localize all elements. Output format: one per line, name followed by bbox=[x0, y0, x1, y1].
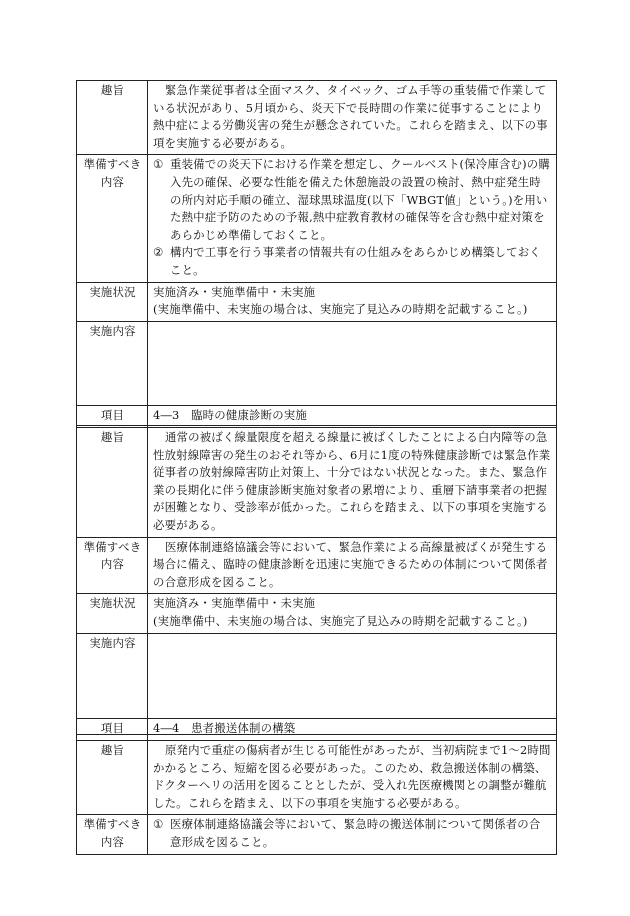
junbi-list-item: ② 構内で工事を行う事業者の情報共有の仕組みをあらかじめ構築しておくこと。 bbox=[153, 245, 541, 277]
naiyo-label: 実施内容 bbox=[77, 633, 148, 734]
junbi-content bbox=[148, 537, 557, 594]
junbi-content bbox=[148, 155, 557, 282]
junbi-list-item: ① 重装備での炎天下における作業を想定し、クールベスト(保冷庫含む)の購入先の確保、必要な性能を備えた休憩施設の設置の検討、熱中症発生時の所内対応手順の確立、湿球黒球温度(以下「WBGT値」という。)を用いた熱中症予防のための予報,熱中症教育教材の確保等を含む熱中症対策をあらかじめ準備しておくこと。 bbox=[153, 157, 550, 242]
section-health-exam-table bbox=[76, 405, 557, 735]
jokyo-label: 実施状況 bbox=[77, 282, 148, 321]
item-title: 4―3 臨時の健康診断の実施 bbox=[148, 406, 557, 428]
shushi-label: 趣旨 bbox=[77, 741, 148, 815]
shushi-text: 原発内で重症の傷病者が生じる可能性があったが、当初病院まで1～2時間かかるところ、短縮を図る必要があった。このため、救急搬送体制の構築、ドクターヘリの活用を図ることとしたが、受入れ先医療機関との調整が難航した。これらを踏まえ、以下の事項を実施する必要がある。 bbox=[153, 743, 551, 810]
junbi-label: 準備すべき 内容 bbox=[77, 155, 148, 282]
section-heatstroke-table bbox=[76, 80, 557, 426]
jokyo-note: (実施準備中、未実施の場合は、実施完了見込みの時期を記載すること。) bbox=[153, 613, 528, 628]
item-title: 4―4 患者搬送体制の構築 bbox=[148, 719, 557, 741]
jokyo-note: (実施準備中、未実施の場合は、実施完了見込みの時期を記載すること。) bbox=[153, 302, 528, 317]
shushi-content bbox=[148, 428, 557, 538]
naiyo-label: 実施内容 bbox=[77, 321, 148, 425]
jokyo-options: 実施済み・実施準備中・未実施 bbox=[153, 596, 316, 611]
jokyo-content bbox=[148, 594, 557, 633]
jokyo-content bbox=[148, 282, 557, 321]
shushi-content bbox=[148, 81, 557, 155]
junbi-label: 準備すべき 内容 bbox=[77, 537, 148, 594]
shushi-text: 緊急作業従事者は全面マスク、タイベック、ゴム手等の重装備で作業している状況があり、5月頃から、炎天下で長時間の作業に従事することにより熱中症による労働災害の発生が懸念されていた。これらを踏まえ、以下の事項を実施する必要がある。 bbox=[153, 83, 548, 150]
shushi-label: 趣旨 bbox=[77, 81, 148, 155]
junbi-text: 医療体制連絡協議会等において、緊急作業による高線量被ばくが発生する場合に備え、臨時の健康診断を迅速に実施できるための体制について関係者の合意形成を図ること。 bbox=[153, 539, 548, 589]
shushi-label: 趣旨 bbox=[77, 428, 148, 538]
section-transport-table bbox=[76, 718, 557, 855]
item-label: 項目 bbox=[77, 719, 148, 741]
shushi-content bbox=[148, 741, 557, 815]
junbi-list-item: ① 医療体制連絡協議会等において、緊急時の搬送体制について関係者の合意形成を図ること。 bbox=[153, 817, 541, 849]
junbi-content bbox=[148, 815, 557, 854]
item-label: 項目 bbox=[77, 406, 148, 428]
junbi-label: 準備すべき 内容 bbox=[77, 815, 148, 854]
jokyo-label: 実施状況 bbox=[77, 594, 148, 633]
shushi-text: 通常の被ばく線量限度を超える線量に被ばくしたことによる白内障等の急性放射線障害の発生のおそれ等から、6月に1度の特殊健康診断では緊急作業従事者の放射線障害防止対策上、十分ではない状況となった。また、緊急作業の長期化に伴う健康診断実施対象者の累増により、重層下請事業者の把握が困難となり、受診率が低かった。これらを踏まえ、以下の事項を実施する必要がある。 bbox=[153, 430, 551, 532]
jokyo-options: 実施済み・実施準備中・未実施 bbox=[153, 284, 316, 299]
